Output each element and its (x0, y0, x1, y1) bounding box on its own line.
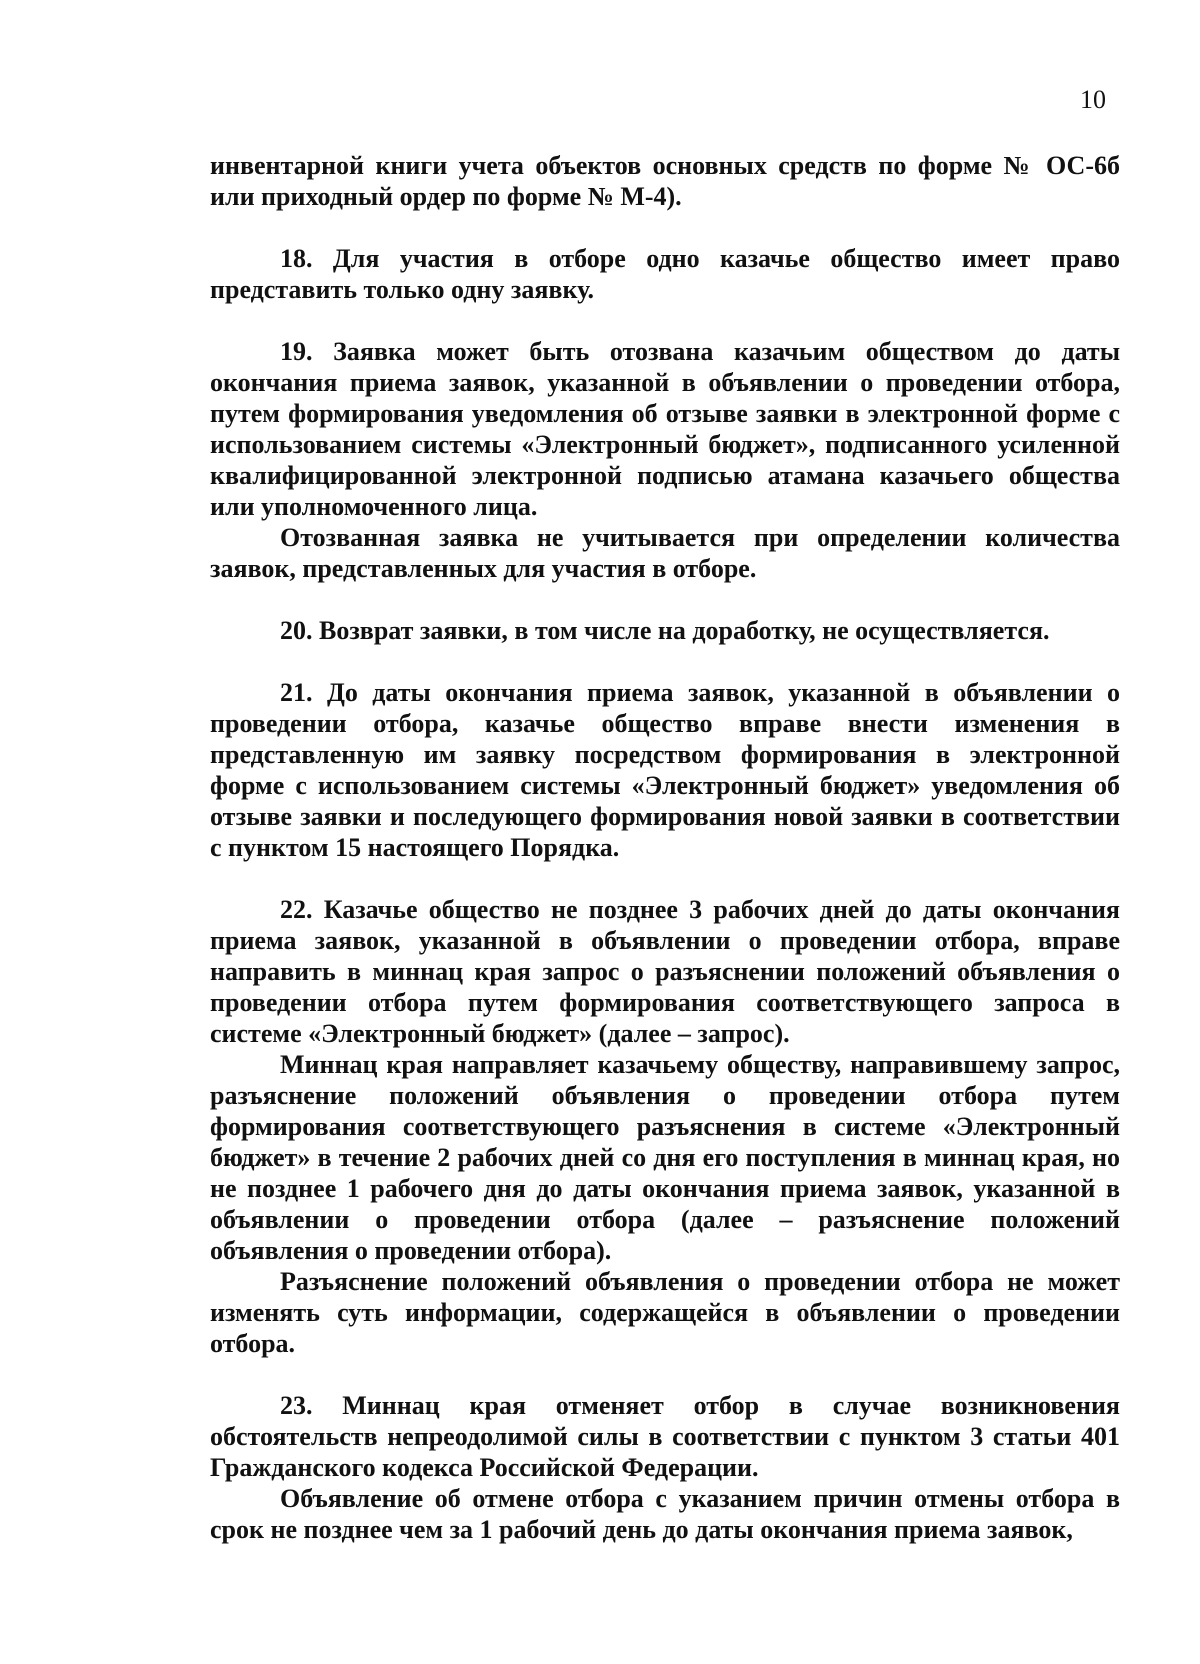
page-number: 10 (1080, 85, 1106, 114)
paragraph-item-23-announcement: Объявление об отмене отбора с указанием причин отмены отбора в срок не позднее чем за 1 рабочий день до даты окончания приема заявок, (210, 1484, 1120, 1544)
paragraph-item-19-note: Отозванная заявка не учитывается при определении количества заявок, представленных для участия в отборе. (210, 523, 1120, 583)
paragraph-item-23: 23. Миннац края отменяет отбор в случае возникновения обстоятельств непреодолимой силы в соответствии с пунктом 3 статьи 401 Гражданского кодекса Российской Федерации. (210, 1391, 1120, 1482)
paragraph-item-19: 19. Заявка может быть отозвана казачьим обществом до даты окончания приема заявок, указанной в объявлении о проведении отбора, путем формирования уведомления об отзыве заявки в электронной форме с использованием системы «Электронный бюджет», подписанного усиленной квалифицированной электронной подписью атамана казачьего общества или уполномоченного лица. (210, 337, 1120, 521)
paragraph-item-22-limit: Разъяснение положений объявления о проведении отбора не может изменять суть информации, содержащейся в объявлении о проведении отбора. (210, 1267, 1120, 1358)
paragraph-item-21: 21. До даты окончания приема заявок, указанной в объявлении о проведении отбора, казачье общество вправе внести изменения в представленную им заявку посредством формирования в электронной форме с использованием системы «Электронный бюджет» уведомления об отзыве заявки и последующего формирования новой заявки в соответствии с пунктом 15 настоящего Порядка. (210, 678, 1120, 862)
paragraph-item-20: 20. Возврат заявки, в том числе на доработку, не осуществляется. (280, 616, 1050, 645)
document-body (210, 150, 1120, 1545)
paragraph-item-18: 18. Для участия в отборе одно казачье общество имеет право представить только одну заявку. (210, 244, 1120, 304)
paragraph-item-22: 22. Казачье общество не позднее 3 рабочих дней до даты окончания приема заявок, указанной в объявлении о проведении отбора, вправе направить в миннац края запрос о разъяснении положений объявления о проведении отбора путем формирования соответствующего запроса в системе «Электронный бюджет» (далее – запрос). (210, 895, 1120, 1048)
paragraph-item-22-response: Миннац края направляет казачьему обществу, направившему запрос, разъяснение положений объявления о проведении отбора путем формирования соответствующего разъяснения в системе «Электронный бюджет» в течение 2 рабочих дней со дня его поступления в миннац края, но не позднее 1 рабочего дня до даты окончания приема заявок, указанной в объявлении о проведении отбора (далее – разъяснение положений объявления о проведении отбора). (210, 1050, 1120, 1265)
paragraph-continuation: инвентарной книги учета объектов основных средств по форме № ОС-6б или приходный ордер по форме № М-4). (210, 151, 1120, 211)
